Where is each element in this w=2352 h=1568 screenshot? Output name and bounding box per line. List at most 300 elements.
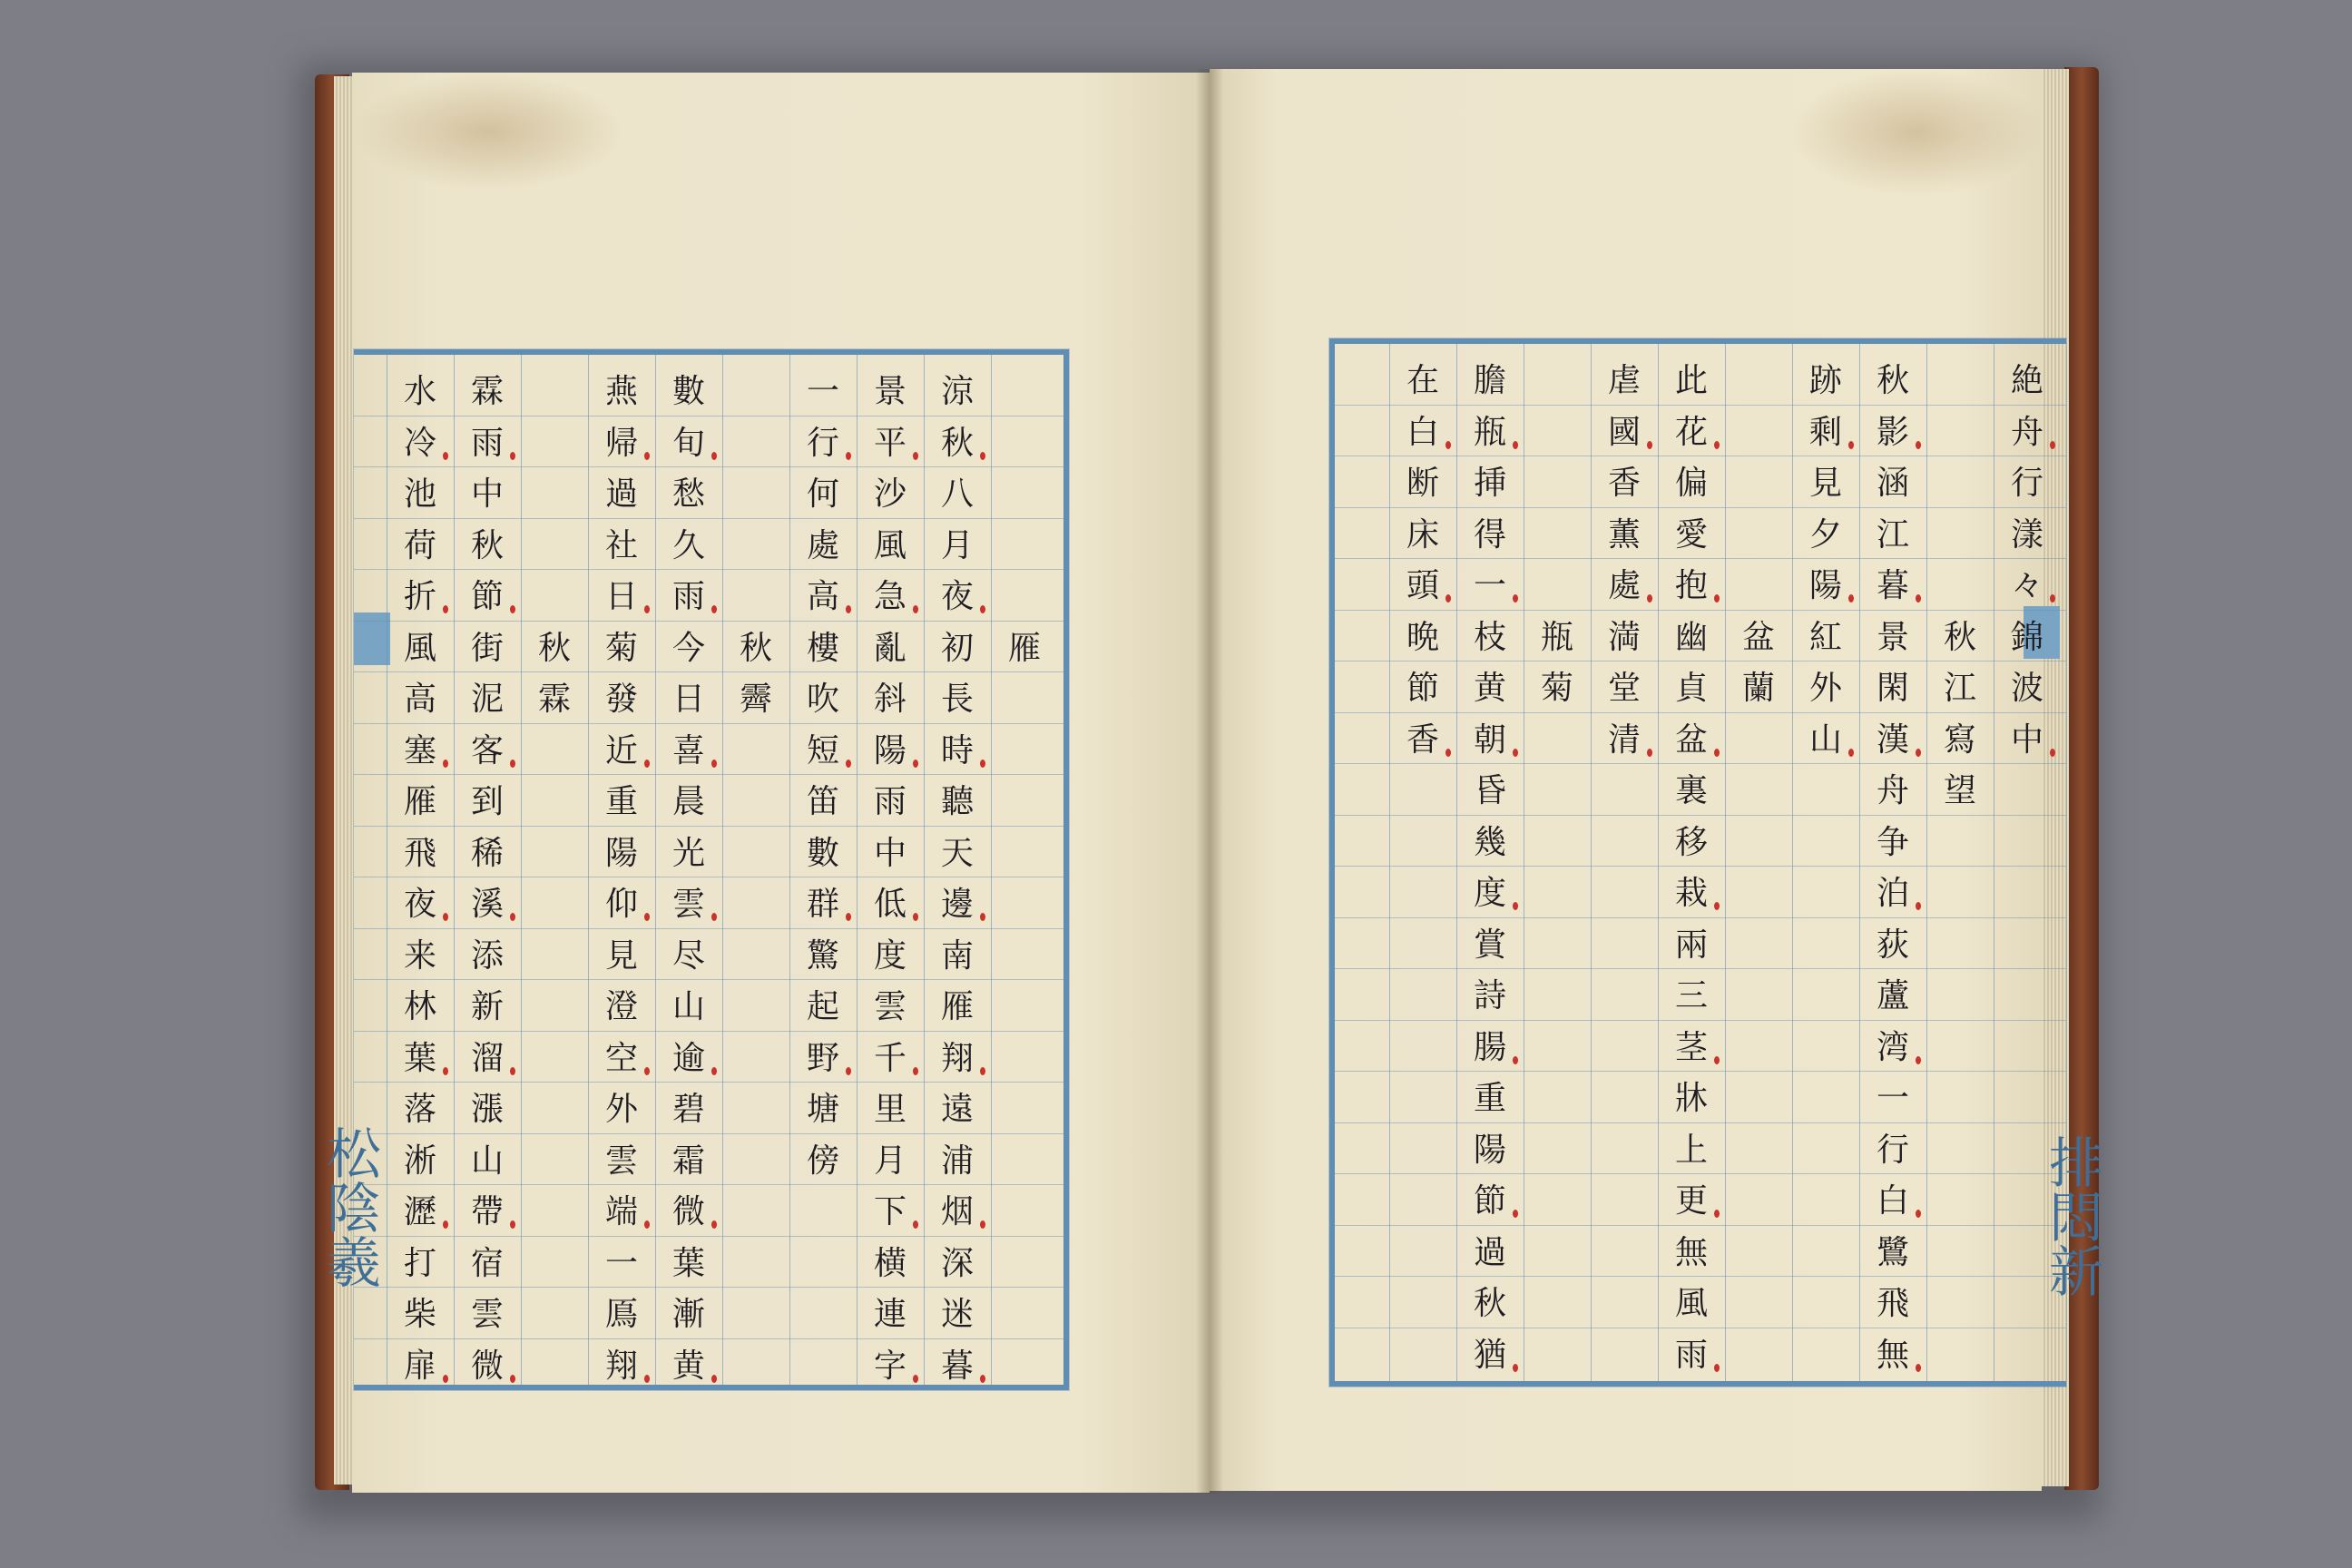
poem-char: 野 xyxy=(789,1031,857,1081)
poem-char: 外 xyxy=(604,1091,638,1128)
poem-title-char: 蘭 xyxy=(1741,670,1775,707)
poem-char: 平 xyxy=(857,416,924,466)
poem-char: 外 xyxy=(1808,670,1842,707)
poem-char: 過 xyxy=(1473,1233,1506,1271)
poem-char: 端 xyxy=(588,1184,655,1234)
red-mark xyxy=(711,1220,717,1229)
red-mark xyxy=(1916,1056,1921,1064)
poem-char: 街 xyxy=(470,629,504,667)
grid-line xyxy=(354,1133,1063,1134)
red-mark xyxy=(846,605,851,613)
poem-char: 起 xyxy=(806,988,839,1025)
poem-char: 高 xyxy=(789,569,857,619)
poem-char: 舟 xyxy=(1994,405,2061,455)
poem-char: 長 xyxy=(940,681,974,718)
poem-char: 断 xyxy=(1406,465,1439,502)
poem-char: 葉 xyxy=(671,1244,705,1282)
red-mark xyxy=(443,1220,448,1229)
red-mark xyxy=(1714,902,1720,910)
poem-char: 喜 xyxy=(655,723,722,773)
red-mark xyxy=(1647,441,1652,449)
poem-char: 浦 xyxy=(940,1142,974,1180)
poem-char: 兩 xyxy=(1674,926,1708,964)
poem-char: 朝 xyxy=(1456,712,1524,762)
grid-line xyxy=(1335,1020,2066,1021)
poem-char: 牀 xyxy=(1674,1080,1708,1117)
poem-char: 初 xyxy=(940,629,974,667)
grid-line xyxy=(1725,344,1726,1381)
poem-char: 絶 xyxy=(2010,362,2043,399)
book-gutter xyxy=(1196,69,1223,1494)
poem-char: 節 xyxy=(454,569,521,619)
grid-line xyxy=(354,518,1063,519)
poem-char: 翔 xyxy=(588,1338,655,1388)
grid-line xyxy=(354,466,1063,467)
poem-char: 鷺 xyxy=(1876,1233,1909,1271)
grid-line xyxy=(354,723,1063,724)
poem-char: 急 xyxy=(857,569,924,619)
poem-char: 山 xyxy=(470,1142,504,1180)
left-text-frame xyxy=(354,349,1069,1390)
grid-line xyxy=(1335,661,2066,662)
right-page-stain xyxy=(1790,69,2044,196)
grid-line xyxy=(1335,1071,2066,1072)
poem-char: 飛 xyxy=(1876,1285,1909,1322)
left-page-stain xyxy=(352,73,624,191)
poem-char: 迷 xyxy=(940,1296,974,1333)
right-edge-label: 排悶新 xyxy=(2040,1134,2103,1298)
poem-char: 賞 xyxy=(1473,926,1506,964)
poem-char: 愛 xyxy=(1674,515,1708,554)
grid-line xyxy=(521,355,522,1385)
poem-char: 翔 xyxy=(924,1031,991,1081)
red-mark xyxy=(1848,441,1854,449)
poem-char: 今 xyxy=(671,629,705,667)
grid-line xyxy=(354,774,1063,775)
poem-char: 鳫 xyxy=(604,1296,638,1333)
poem-char: 満 xyxy=(1607,618,1641,656)
red-mark xyxy=(510,1220,515,1229)
poem-char: 遠 xyxy=(940,1091,974,1128)
poem-char: 月 xyxy=(940,526,974,564)
poem-char: 下 xyxy=(857,1184,924,1234)
grid-line xyxy=(1335,558,2066,559)
red-mark xyxy=(443,452,448,460)
poem-char: 黄 xyxy=(1473,670,1506,707)
poem-char: 行 xyxy=(789,416,857,466)
right-grid xyxy=(1335,344,2066,1381)
grid-line xyxy=(991,355,992,1385)
poem-char: 低 xyxy=(857,877,924,926)
poem-char: 茎 xyxy=(1658,1020,1725,1070)
poem-char: 行 xyxy=(1876,1131,1909,1169)
poem-char: 久 xyxy=(671,526,705,564)
red-mark xyxy=(913,1220,918,1229)
poem-char: 山 xyxy=(1792,712,1859,762)
poem-char: 雨 xyxy=(655,569,722,619)
poem-char: 得 xyxy=(1473,515,1506,554)
red-mark xyxy=(913,452,918,460)
poem-char: 近 xyxy=(588,723,655,773)
red-mark xyxy=(1513,1364,1518,1372)
poem-char: 日 xyxy=(588,569,655,619)
poem-char: 發 xyxy=(604,681,638,718)
red-mark xyxy=(846,913,851,921)
poem-char: 陽 xyxy=(857,723,924,773)
poem-char: 霖 xyxy=(470,373,504,410)
poem-char: 邊 xyxy=(924,877,991,926)
red-mark xyxy=(980,760,985,768)
red-mark xyxy=(443,605,448,613)
poem-char: 字 xyxy=(857,1338,924,1388)
poem-char: 荻 xyxy=(1876,926,1909,964)
red-mark xyxy=(1647,594,1652,603)
poem-char: 薫 xyxy=(1607,515,1641,554)
poem-char: 中 xyxy=(1994,712,2061,762)
poem-char: 中 xyxy=(470,475,504,513)
poem-title-char: 菊 xyxy=(1540,670,1573,707)
red-mark xyxy=(443,1375,448,1383)
red-mark xyxy=(1647,749,1652,757)
red-mark xyxy=(1446,749,1451,757)
red-mark xyxy=(443,1067,448,1075)
red-mark xyxy=(711,1067,717,1075)
red-mark xyxy=(846,760,851,768)
poem-char: 白 xyxy=(1389,405,1456,455)
poem-char: 節 xyxy=(1406,670,1439,707)
left-grid xyxy=(354,355,1063,1385)
poem-char: 林 xyxy=(403,988,436,1025)
poem-char: 溜 xyxy=(454,1031,521,1081)
red-mark xyxy=(644,452,650,460)
red-mark xyxy=(1916,749,1921,757)
red-mark xyxy=(510,452,515,460)
poem-char: 暮 xyxy=(1859,558,1926,608)
poem-char: 枝 xyxy=(1473,618,1506,656)
poem-char: 重 xyxy=(604,783,638,820)
red-mark xyxy=(1513,749,1518,757)
poem-char: 剩 xyxy=(1792,405,1859,455)
red-mark xyxy=(980,1375,985,1383)
poem-char: 澄 xyxy=(604,988,638,1025)
poem-char: 旬 xyxy=(655,416,722,466)
red-mark xyxy=(644,1067,650,1075)
poem-char: 々 xyxy=(1994,558,2061,608)
red-mark xyxy=(1714,441,1720,449)
poem-char: 仰 xyxy=(588,877,655,926)
red-mark xyxy=(980,1220,985,1229)
poem-char: 何 xyxy=(806,475,839,513)
poem-char: 貞 xyxy=(1674,670,1708,707)
poem-char: 雨 xyxy=(1658,1328,1725,1377)
poem-char: 雁 xyxy=(940,988,974,1025)
grid-line xyxy=(1335,405,2066,406)
poem-char: 来 xyxy=(403,936,436,975)
poem-char: 夜 xyxy=(387,877,454,926)
red-mark xyxy=(1916,594,1921,603)
grid-line xyxy=(354,621,1063,622)
poem-char: 閑 xyxy=(1876,670,1909,707)
poem-char: 蘆 xyxy=(1876,977,1909,1014)
red-mark xyxy=(510,913,515,921)
grid-line xyxy=(1335,917,2066,918)
red-mark xyxy=(1446,594,1451,603)
poem-char: 短 xyxy=(789,723,857,773)
grid-line xyxy=(354,671,1063,672)
grid-line xyxy=(1926,344,1927,1381)
poem-char: 打 xyxy=(403,1244,436,1282)
poem-char: 花 xyxy=(1658,405,1725,455)
poem-char: 重 xyxy=(1473,1080,1506,1117)
poem-char: 盆 xyxy=(1658,712,1725,762)
poem-char: 高 xyxy=(403,681,436,718)
poem-char: 江 xyxy=(1876,515,1909,554)
red-mark xyxy=(2050,749,2055,757)
poem-char: 偏 xyxy=(1674,465,1708,502)
red-mark xyxy=(711,605,717,613)
red-mark xyxy=(1714,1364,1720,1372)
poem-char: 到 xyxy=(470,783,504,820)
poem-char: 冷 xyxy=(387,416,454,466)
poem-char: 陽 xyxy=(1792,558,1859,608)
poem-char: 黄 xyxy=(655,1338,722,1388)
poem-char: 此 xyxy=(1674,362,1708,399)
poem-char: 處 xyxy=(806,526,839,564)
poem-char: 中 xyxy=(873,834,906,872)
poem-char: 逾 xyxy=(655,1031,722,1081)
red-mark xyxy=(1513,902,1518,910)
red-mark xyxy=(1848,749,1854,757)
poem-char: 幾 xyxy=(1473,823,1506,861)
poem-char: 溪 xyxy=(454,877,521,926)
poem-char: 見 xyxy=(1808,465,1842,502)
poem-char: 一 xyxy=(1876,1080,1909,1117)
red-mark xyxy=(2050,441,2055,449)
red-mark xyxy=(913,760,918,768)
red-mark xyxy=(711,452,717,460)
poem-char: 沙 xyxy=(873,475,906,513)
poem-title-char: 霽 xyxy=(739,681,772,718)
poem-char: 時 xyxy=(924,723,991,773)
red-mark xyxy=(510,1375,515,1383)
grid-line xyxy=(354,1031,1063,1032)
red-mark xyxy=(1513,441,1518,449)
red-mark xyxy=(980,605,985,613)
poem-char: 頭 xyxy=(1389,558,1456,608)
poem-char: 聽 xyxy=(940,783,974,820)
poem-char: 暮 xyxy=(924,1338,991,1388)
red-mark xyxy=(1513,1210,1518,1218)
grid-line xyxy=(354,569,1063,570)
poem-char: 風 xyxy=(873,526,906,564)
poem-char: 深 xyxy=(940,1244,974,1282)
red-mark xyxy=(913,1067,918,1075)
grid-line xyxy=(354,1236,1063,1237)
poem-char: 昏 xyxy=(1473,772,1506,809)
red-mark xyxy=(711,913,717,921)
red-mark xyxy=(644,913,650,921)
poem-char: 挿 xyxy=(1473,465,1506,502)
grid-line xyxy=(1335,866,2066,867)
poem-char: 瀝 xyxy=(387,1184,454,1234)
poem-char: 移 xyxy=(1674,823,1708,861)
poem-char: 三 xyxy=(1674,977,1708,1014)
red-mark xyxy=(980,913,985,921)
poem-char: 度 xyxy=(873,936,906,975)
poem-title-char: 秋 xyxy=(1943,618,1976,656)
red-mark xyxy=(1916,1210,1921,1218)
grid-line xyxy=(1335,815,2066,816)
poem-char: 水 xyxy=(403,373,436,410)
poem-char: 數 xyxy=(671,373,705,410)
poem-char: 雲 xyxy=(470,1296,504,1333)
red-mark xyxy=(980,452,985,460)
poem-char: 千 xyxy=(857,1031,924,1081)
poem-char: 雲 xyxy=(655,877,722,926)
poem-title-char: 寫 xyxy=(1943,720,1976,759)
poem-char: 雨 xyxy=(454,416,521,466)
poem-char: 影 xyxy=(1859,405,1926,455)
poem-char: 稀 xyxy=(470,834,504,872)
grid-line xyxy=(354,826,1063,827)
red-mark xyxy=(711,1375,717,1383)
poem-char: 雨 xyxy=(873,783,906,820)
red-mark xyxy=(913,913,918,921)
poem-char: 晩 xyxy=(1406,618,1439,656)
poem-title-char: 望 xyxy=(1943,772,1976,809)
red-mark xyxy=(510,760,515,768)
grid-line xyxy=(1335,1173,2066,1174)
poem-char: 傍 xyxy=(806,1142,839,1180)
poem-char: 雲 xyxy=(604,1142,638,1180)
grid-line xyxy=(354,928,1063,929)
poem-char: 白 xyxy=(1859,1173,1926,1223)
poem-char: 天 xyxy=(940,834,974,872)
poem-char: 紅 xyxy=(1808,618,1842,656)
poem-char: 帰 xyxy=(588,416,655,466)
poem-char: 淅 xyxy=(403,1142,436,1180)
red-mark xyxy=(1916,1364,1921,1372)
poem-char: 香 xyxy=(1389,712,1456,762)
red-mark xyxy=(644,1220,650,1229)
grid-line xyxy=(354,1082,1063,1083)
poem-char: 添 xyxy=(470,936,504,975)
poem-char: 處 xyxy=(1591,558,1658,608)
red-mark xyxy=(1714,749,1720,757)
red-mark xyxy=(1714,594,1720,603)
poem-char: 泊 xyxy=(1859,866,1926,916)
poem-title-char: 秋 xyxy=(537,629,571,667)
poem-char: 微 xyxy=(454,1338,521,1388)
poem-char: 晨 xyxy=(671,783,705,820)
poem-char: 塞 xyxy=(387,723,454,773)
poem-char: 陽 xyxy=(604,834,638,872)
poem-char: 尽 xyxy=(671,936,705,975)
poem-char: 夕 xyxy=(1808,515,1842,554)
red-mark xyxy=(1513,594,1518,603)
grid-line xyxy=(1335,610,2066,611)
poem-char: 香 xyxy=(1607,465,1641,502)
poem-char: 群 xyxy=(789,877,857,926)
poem-char: 飛 xyxy=(403,834,436,872)
grid-line xyxy=(1335,712,2066,713)
poem-char: 光 xyxy=(671,834,705,872)
grid-line xyxy=(1335,507,2066,508)
poem-char: 風 xyxy=(403,629,436,667)
poem-char: 一 xyxy=(1456,558,1524,608)
red-mark xyxy=(510,605,515,613)
poem-title-char: 霖 xyxy=(537,681,571,718)
poem-char: 連 xyxy=(873,1296,906,1333)
poem-char: 落 xyxy=(403,1091,436,1128)
poem-char: 南 xyxy=(940,936,974,975)
poem-char: 秋 xyxy=(1876,362,1909,399)
poem-char: 斜 xyxy=(873,681,906,718)
poem-char: 瓶 xyxy=(1456,405,1524,455)
poem-char: 燕 xyxy=(604,373,638,410)
red-mark xyxy=(2050,594,2055,603)
poem-char: 一 xyxy=(604,1244,638,1282)
red-mark xyxy=(644,605,650,613)
red-mark xyxy=(1714,1210,1720,1218)
red-mark xyxy=(1916,902,1921,910)
poem-char: 争 xyxy=(1876,823,1909,861)
red-mark xyxy=(510,1067,515,1075)
poem-char: 節 xyxy=(1456,1173,1524,1223)
poem-char: 宿 xyxy=(470,1244,504,1282)
poem-char: 柴 xyxy=(403,1296,436,1333)
poem-char: 秋 xyxy=(924,416,991,466)
poem-char: 里 xyxy=(873,1091,906,1128)
poem-char: 床 xyxy=(1406,515,1439,554)
poem-char: 錦 xyxy=(2010,618,2043,656)
poem-char: 秋 xyxy=(1473,1285,1506,1322)
red-mark xyxy=(1848,594,1854,603)
red-mark xyxy=(980,1067,985,1075)
poem-char: 一 xyxy=(806,373,839,410)
poem-char: 度 xyxy=(1456,866,1524,916)
poem-char: 八 xyxy=(940,475,974,513)
red-mark xyxy=(443,913,448,921)
poem-char: 泥 xyxy=(470,681,504,718)
poem-char: 猶 xyxy=(1456,1328,1524,1377)
red-mark xyxy=(1916,441,1921,449)
poem-char: 在 xyxy=(1406,362,1439,399)
red-mark xyxy=(846,452,851,460)
poem-char: 詩 xyxy=(1473,977,1506,1014)
poem-char: 雲 xyxy=(873,988,906,1025)
poem-char: 景 xyxy=(1876,618,1909,656)
poem-char: 舟 xyxy=(1876,772,1909,809)
poem-char: 亂 xyxy=(873,629,906,667)
grid-line xyxy=(722,355,723,1385)
grid-line xyxy=(1335,1276,2066,1277)
red-mark xyxy=(913,1375,918,1383)
poem-char: 烟 xyxy=(924,1184,991,1234)
poem-char: 漸 xyxy=(671,1296,705,1333)
red-mark xyxy=(913,605,918,613)
poem-char: 更 xyxy=(1658,1173,1725,1223)
poem-char: 日 xyxy=(671,681,705,718)
poem-char: 月 xyxy=(873,1142,906,1180)
poem-title-char: 雁 xyxy=(1007,629,1041,667)
poem-char: 涼 xyxy=(940,373,974,410)
poem-char: 霜 xyxy=(671,1142,705,1180)
poem-char: 風 xyxy=(1674,1285,1708,1322)
red-mark xyxy=(846,1067,851,1075)
red-mark xyxy=(443,760,448,768)
poem-char: 見 xyxy=(604,936,638,975)
